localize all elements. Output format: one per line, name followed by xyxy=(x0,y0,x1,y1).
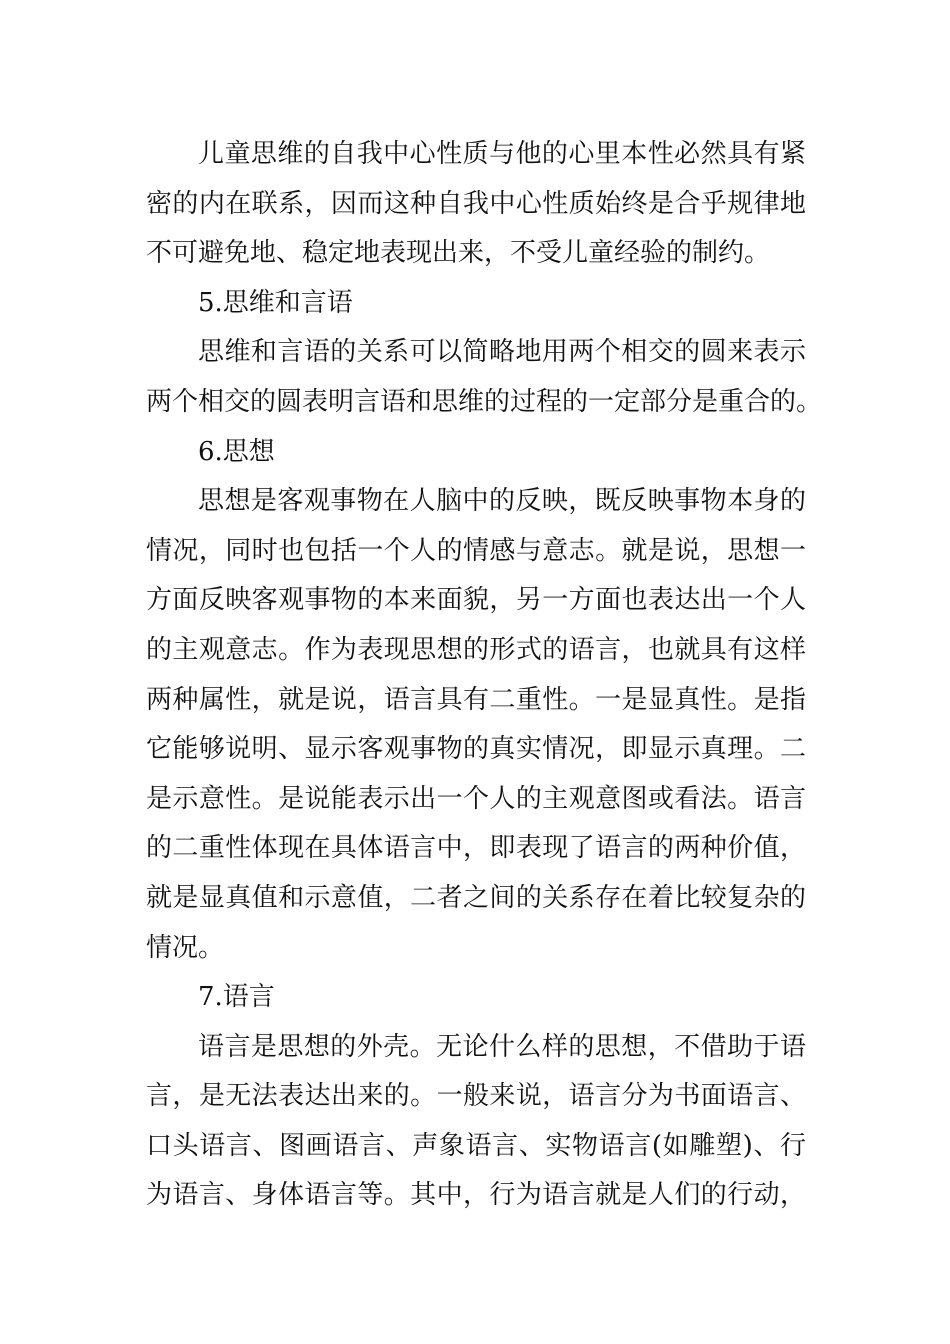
paragraph-line: 口头语言、图画语言、声象语言、实物语言(如雕塑)、行 xyxy=(146,1130,806,1161)
paragraph-line: 两个相交的圆表明言语和思维的过程的一定部分是重合的。 xyxy=(146,386,823,417)
paragraph-line: 就是显真值和示意值，二者之间的关系存在着比较复杂的 xyxy=(146,882,806,913)
paragraph-line: 为语言、身体语言等。其中，行为语言就是人们的行动， xyxy=(146,1180,806,1211)
paragraph-line: 语言是思想的外壳。无论什么样的思想，不借助于语 xyxy=(198,1031,806,1062)
paragraph-line: 方面反映客观事物的本来面貌，另一方面也表达出一个人 xyxy=(146,585,806,616)
paragraph-line: 的二重性体现在具体语言中，即表现了语言的两种价值， xyxy=(146,833,806,864)
paragraph-line: 思维和言语的关系可以简略地用两个相交的圆来表示 xyxy=(198,337,806,368)
paragraph-line: 言，是无法表达出来的。一般来说，语言分为书面语言、 xyxy=(146,1081,806,1112)
paragraph-line: 儿童思维的自我中心性质与他的心里本性必然具有紧 xyxy=(198,139,806,169)
section-heading: 7.语言 xyxy=(198,982,275,1013)
paragraph-line: 的主观意志。作为表现思想的形式的语言，也就具有这样 xyxy=(146,634,806,665)
paragraph-line: 不可避免地、稳定地表现出来，不受儿童经验的制约。 xyxy=(146,238,771,269)
paragraph-line: 两种属性，就是说，语言具有二重性。一是显真性。是指 xyxy=(146,684,806,715)
paragraph-line: 密的内在联系，因而这种自我中心性质始终是合乎规律地 xyxy=(146,188,806,219)
paragraph-line: 思想是客观事物在人脑中的反映，既反映事物本身的 xyxy=(198,486,806,517)
paragraph-line: 情况，同时也包括一个人的情感与意志。就是说，思想一 xyxy=(146,535,806,566)
paragraph-line: 它能够说明、显示客观事物的真实情况，即显示真理。二 xyxy=(146,734,806,765)
document-body xyxy=(146,130,823,1221)
section-heading: 5.思维和言语 xyxy=(198,287,353,318)
paragraph-line: 情况。 xyxy=(146,932,225,963)
paragraph-line: 是示意性。是说能表示出一个人的主观意图或看法。语言 xyxy=(146,783,806,814)
section-heading: 6.思想 xyxy=(198,436,275,467)
